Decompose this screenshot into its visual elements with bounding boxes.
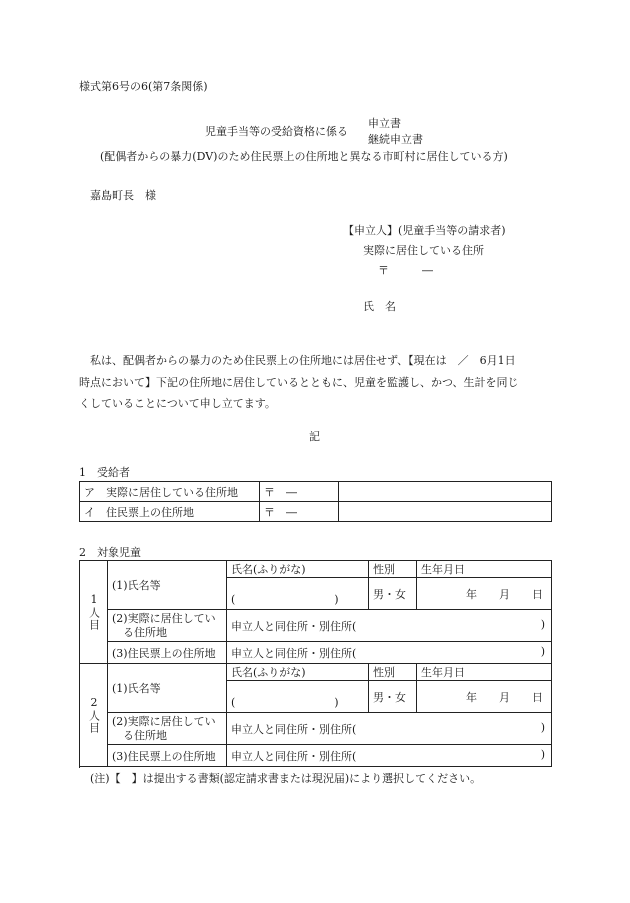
recipient-actual-label: ア 実際に居住している住所地	[80, 482, 260, 502]
statement-line-3: くしていることについて申し立てます。	[79, 397, 276, 410]
child2-registered-address-close: )	[540, 747, 545, 761]
child2-ordinal-cell	[80, 664, 108, 767]
child2-col-name: 氏名(ふりがな)	[227, 664, 369, 681]
child1-ordinal-cell	[80, 561, 108, 664]
child1-actual-address-row	[80, 610, 552, 642]
child1-name-label: (1)氏名等	[108, 561, 227, 610]
child2-sex-field[interactable]: 男・女	[369, 681, 417, 713]
form-number: 様式第6号の6(第7条関係)	[79, 80, 208, 93]
child1-actual-address-text: 申立人と同住所・別住所(	[231, 619, 357, 633]
child1-registered-address-label: (3)住民票上の住所地	[108, 642, 227, 664]
child1-actual-address-label-b: る住所地	[123, 625, 167, 639]
applicant-heading: 【申立人】(児童手当等の請求者)	[343, 224, 506, 237]
child1-registered-address-close: )	[540, 644, 545, 658]
child2-actual-address-label	[108, 713, 227, 745]
title-option-apply: 申立書	[368, 117, 401, 130]
child2-actual-address-label-a: (2)実際に居住してい	[112, 714, 216, 728]
title-prefix: 児童手当等の受給資格に係る	[205, 125, 348, 138]
child2-registered-address-label: (3)住民票上の住所地	[108, 745, 227, 767]
recipient-registered-postal[interactable]: 〒 ―	[260, 502, 339, 522]
child1-registered-address-row	[80, 642, 552, 664]
statement-line-2: 時点において】下記の住所地に居住しているとともに、児童を監護し、かつ、生計を同じ	[79, 375, 519, 389]
recipient-registered-address[interactable]	[339, 502, 552, 522]
recipient-registered-label: イ 住民票上の住所地	[80, 502, 260, 522]
child1-col-dob: 生年月日	[417, 561, 552, 578]
child2-registered-address-row	[80, 745, 552, 767]
applicant-postal: 〒 ―	[378, 264, 433, 277]
title-option-continue: 継続申立書	[368, 133, 423, 146]
recipient-row-registered	[80, 502, 552, 522]
child1-actual-address-label-a: (2)実際に居住してい	[112, 611, 216, 625]
child2-actual-address-field[interactable]	[227, 713, 552, 745]
section2-heading: 2 対象児童	[79, 546, 141, 559]
child1-col-sex: 性別	[369, 561, 417, 578]
child2-col-sex: 性別	[369, 664, 417, 681]
child2-registered-address-text: 申立人と同住所・別住所(	[231, 749, 357, 763]
title-subtitle: (配偶者からの暴力(DV)のため住民票上の住所地と異なる市町村に居住している方)	[100, 150, 508, 163]
child2-actual-address-label-b: る住所地	[123, 728, 167, 742]
child1-kana-field[interactable]: ( )	[227, 578, 369, 610]
applicant-address-label: 実際に居住している住所	[363, 244, 484, 257]
addressee: 嘉島町長 様	[90, 189, 156, 202]
child2-actual-address-close: )	[540, 720, 545, 734]
child2-name-label: (1)氏名等	[108, 664, 227, 713]
section1-heading: 1 受給者	[79, 466, 130, 479]
ki-mark: 記	[309, 430, 320, 443]
recipient-table	[79, 481, 552, 522]
child1-registered-address-text: 申立人と同住所・別住所(	[231, 646, 357, 660]
child1-actual-address-close: )	[540, 617, 545, 631]
statement	[79, 350, 551, 415]
child1-sex-field[interactable]: 男・女	[369, 578, 417, 610]
child2-actual-address-text: 申立人と同住所・別住所(	[231, 722, 357, 736]
footnote: (注)【 】は提出する書類(認定請求書または現況届)により選択してください。	[90, 772, 482, 785]
child1-ordinal: 1人目	[87, 593, 101, 631]
child1-actual-address-label	[108, 610, 227, 642]
child1-header-row	[80, 561, 552, 578]
recipient-actual-address[interactable]	[339, 482, 552, 502]
child1-actual-address-field[interactable]	[227, 610, 552, 642]
recipient-actual-postal[interactable]: 〒 ―	[260, 482, 339, 502]
child1-col-name: 氏名(ふりがな)	[227, 561, 369, 578]
child2-registered-address-field[interactable]	[227, 745, 552, 767]
children-table	[79, 560, 552, 767]
child2-kana-field[interactable]: ( )	[227, 681, 369, 713]
child2-col-dob: 生年月日	[417, 664, 552, 681]
child2-header-row	[80, 664, 552, 681]
child2-ordinal: 2人目	[87, 696, 101, 734]
recipient-row-actual	[80, 482, 552, 502]
statement-line-1: 私は、配偶者からの暴力のため住民票上の住所地には居住せず、【現在は ／ 6月1日	[90, 354, 516, 367]
child1-registered-address-field[interactable]	[227, 642, 552, 664]
child2-dob-field[interactable]: 年 月 日	[417, 681, 552, 713]
child2-actual-address-row	[80, 713, 552, 745]
applicant-name-label: 氏 名	[363, 300, 396, 313]
child1-dob-field[interactable]: 年 月 日	[417, 578, 552, 610]
